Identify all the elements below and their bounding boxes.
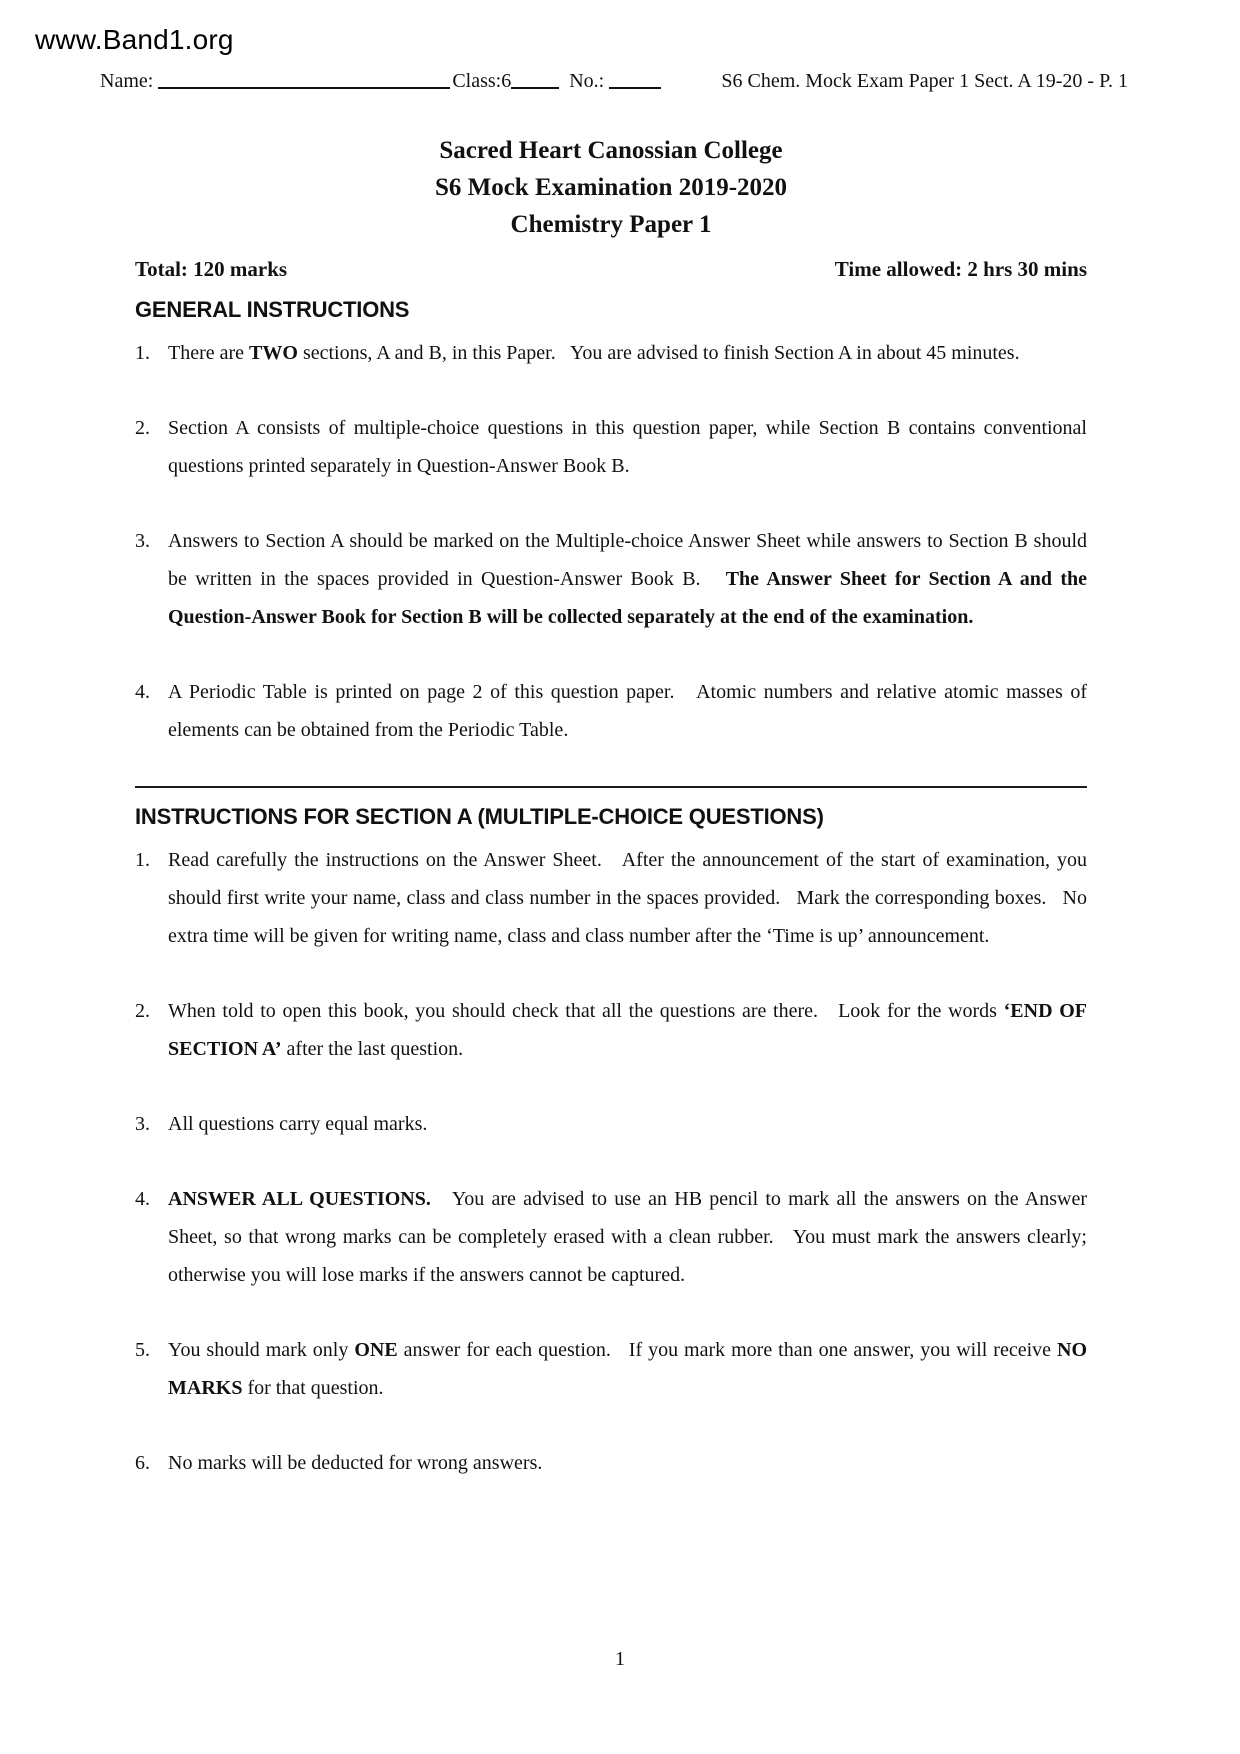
section-a-instructions-list <box>135 841 1092 1482</box>
name-label: Name: <box>100 70 159 92</box>
item-number: 3. <box>135 1113 150 1135</box>
general-instructions-heading: GENERAL INSTRUCTIONS <box>135 297 410 322</box>
item-number: 6. <box>135 1452 150 1474</box>
instruction-item <box>135 1105 1087 1143</box>
instruction-item <box>135 1331 1092 1407</box>
class-label: Class:6 <box>452 70 512 92</box>
meta-row <box>135 257 1087 282</box>
item-text: All questions carry equal marks. <box>168 1113 428 1135</box>
document-body <box>135 132 1092 1519</box>
item-text: When told to open this book, you should check that all the questions are there. Look for the words ‘END OF SECTION A’ after the last question. <box>168 1000 1092 1060</box>
instruction-item <box>135 992 1092 1068</box>
instruction-item <box>135 1180 1092 1294</box>
section-divider <box>135 786 1087 788</box>
item-number: 2. <box>135 1000 150 1022</box>
instruction-item <box>135 1444 1087 1482</box>
item-text: Answers to Section A should be marked on the Multiple-choice Answer Sheet while answers to Section B should be written in the spaces provided in Question-Answer Book B. The Answer Sheet for Section A and the Question-Answer Book for Section B will be collected separately at the end of the examination. <box>168 530 1092 628</box>
instruction-item <box>135 522 1092 636</box>
item-number: 5. <box>135 1339 150 1361</box>
item-text: There are TWO sections, A and B, in this Paper. You are advised to finish Section A in about 45 minutes. <box>168 342 1020 364</box>
no-label: No.: <box>569 70 610 92</box>
instruction-item <box>135 334 1087 372</box>
class-blank-field <box>511 87 559 89</box>
time-allowed: Time allowed: 2 hrs 30 mins <box>834 257 1087 281</box>
exam-name: S6 Mock Examination 2019-2020 <box>434 174 788 201</box>
item-number: 2. <box>135 417 150 439</box>
title-block <box>135 132 1087 243</box>
instruction-item <box>135 673 1092 749</box>
school-name: Sacred Heart Canossian College <box>439 137 783 164</box>
header-line <box>100 70 1128 93</box>
item-number: 3. <box>135 530 150 552</box>
instruction-item <box>135 841 1092 955</box>
item-text: Read carefully the instructions on the Answer Sheet. After the announcement of the start of examination, you should first write your name, class and class number in the spaces provided. Mark the corresponding boxes. No extra time will be given for writing name, class and class number after the ‘Time is up’ announcement. <box>168 849 1092 947</box>
item-text: You should mark only ONE answer for each question. If you mark more than one answer, you will receive NO MARKS for that question. <box>168 1339 1092 1399</box>
name-blank-field <box>158 87 450 89</box>
doc-reference: S6 Chem. Mock Exam Paper 1 Sect. A 19-20 - P. 1 <box>721 70 1128 92</box>
section-a-instructions-heading: INSTRUCTIONS FOR SECTION A (MULTIPLE-CHOICE QUESTIONS) <box>135 804 824 829</box>
item-text: A Periodic Table is printed on page 2 of this question paper. Atomic numbers and relative atomic masses of elements can be obtained from the Periodic Table. <box>168 681 1092 741</box>
paper-name: Chemistry Paper 1 <box>510 211 712 238</box>
watermark-band1-url: www.Band1.org <box>35 24 234 55</box>
item-number: 4. <box>135 1188 150 1210</box>
item-text: ANSWER ALL QUESTIONS. You are advised to use an HB pencil to mark all the answers on the Answer Sheet, so that wrong marks can be completely erased with a clean rubber. You must mark the answers clearly; otherwise you will lose marks if the answers cannot be captured. <box>168 1188 1092 1286</box>
general-instructions-list <box>135 334 1092 749</box>
item-text: Section A consists of multiple-choice questions in this question paper, while Section B contains conventional questions printed separately in Question-Answer Book B. <box>168 417 1092 477</box>
page-number: 1 <box>615 1648 625 1670</box>
no-blank-field <box>609 87 661 89</box>
item-number: 1. <box>135 849 150 871</box>
total-marks: Total: 120 marks <box>135 257 288 281</box>
item-number: 1. <box>135 342 150 364</box>
item-text: No marks will be deducted for wrong answers. <box>168 1452 543 1474</box>
instruction-item <box>135 409 1092 485</box>
item-number: 4. <box>135 681 150 703</box>
